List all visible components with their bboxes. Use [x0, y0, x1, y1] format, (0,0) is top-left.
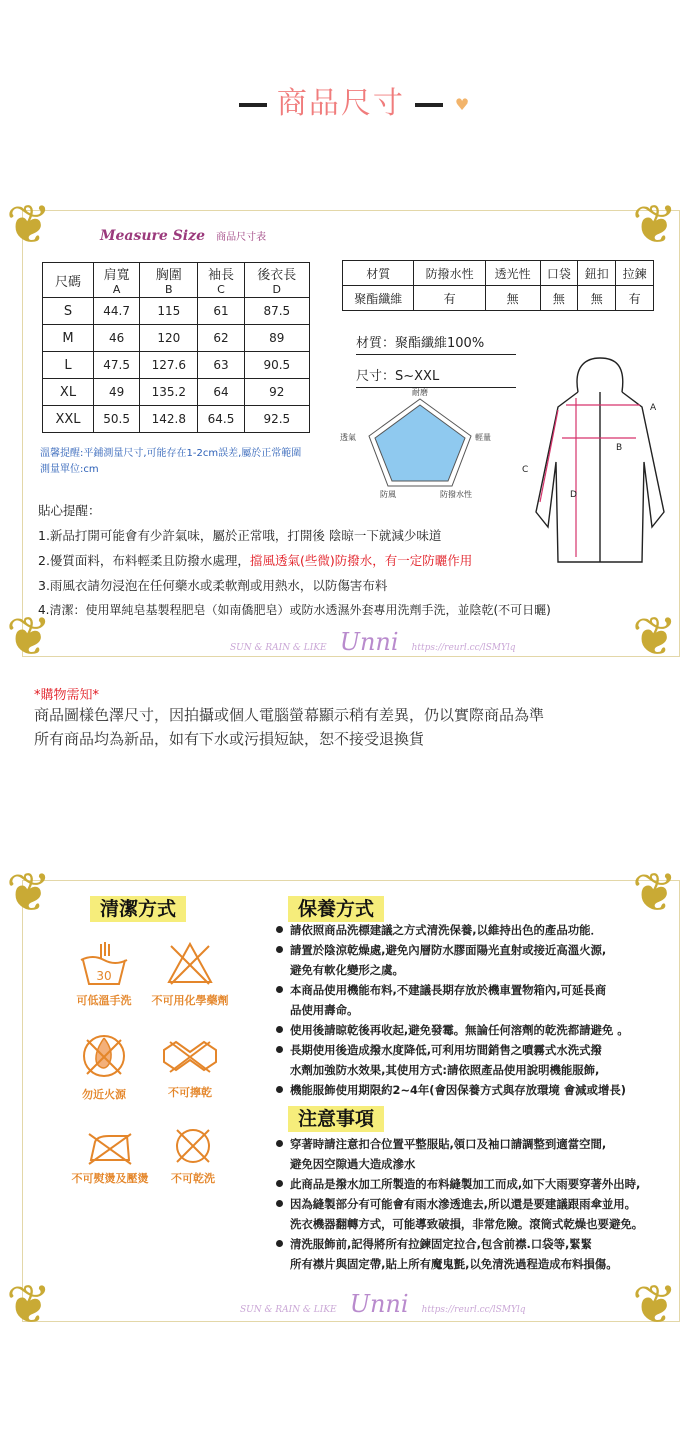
value-cell: 135.2 — [140, 379, 198, 406]
material-header: 口袋 — [540, 261, 578, 286]
tip-item: 3.雨風衣請勿浸泡在任何藥水或柔軟劑或用熱水，以防傷害布料 — [38, 578, 388, 593]
value-cell: 87.5 — [244, 298, 309, 325]
measure-line-c — [540, 410, 558, 502]
material-header: 透光性 — [485, 261, 540, 286]
radar-label-water: 防撥水性 — [440, 490, 472, 499]
shopping-notice — [34, 684, 544, 751]
material-cell: 無 — [485, 286, 540, 311]
material-cell: 無 — [540, 286, 578, 311]
no-iron-icon — [85, 1130, 135, 1166]
size-table-header — [43, 263, 310, 298]
value-cell: 47.5 — [94, 352, 140, 379]
size-range-text: 尺寸：S~XXL — [356, 365, 516, 388]
value-cell: 62 — [198, 325, 244, 352]
caution-section — [288, 1104, 384, 1131]
title-dash-right — [415, 103, 443, 107]
diagram-label-c: C — [522, 465, 529, 475]
material-table — [342, 260, 654, 311]
brand-logo: Unni — [339, 628, 399, 656]
cleaning-title: 清潔方式 — [90, 896, 186, 922]
table-row — [43, 298, 310, 325]
col-header: 胸圍 B — [140, 263, 198, 298]
size-cell: XL — [43, 379, 94, 406]
radar-label-light: 輕量 — [475, 433, 491, 442]
care-icon-label: 勿近火源 — [82, 1088, 126, 1101]
measure-label — [100, 225, 266, 244]
col-header: 後衣長 D — [244, 263, 309, 298]
material-header-row — [343, 261, 654, 286]
col-header: 肩寬 A — [94, 263, 140, 298]
title-dash-left — [239, 103, 267, 107]
shopping-line: 所有商品均為新品，如有下水或污損短缺，恕不接受退換貨 — [34, 730, 425, 748]
measure-note-line2: 測量單位:cm — [40, 464, 99, 475]
value-cell: 92.5 — [244, 406, 309, 433]
value-cell: 142.8 — [140, 406, 198, 433]
svg-text:30: 30 — [96, 969, 112, 983]
care-icon-label: 不可乾洗 — [171, 1172, 215, 1185]
ornament-top-left-icon: ❦ — [6, 193, 52, 256]
radar-label-breath: 透氣 — [340, 433, 356, 442]
tip-item: 1.新品打開可能會有少許氣味，屬於正常哦，打開後 陰晾一下就減少味道 — [38, 528, 442, 543]
care-list — [276, 920, 676, 1100]
no-chemical-icon — [165, 940, 215, 988]
size-cell: S — [43, 298, 94, 325]
ornament-bottom-right-icon: ❦ — [632, 1273, 678, 1336]
footer-left: SUN & RAIN & LIKE — [230, 643, 327, 653]
care-icon-label: 不可熨燙及壓燙 — [71, 1172, 149, 1185]
value-cell: 46 — [94, 325, 140, 352]
page-title: 商品尺寸 — [276, 86, 405, 121]
care-icon-item — [145, 940, 235, 1008]
value-cell: 90.5 — [244, 352, 309, 379]
list-item: 長期使用後造成撥水度降低,可利用坊間銷售之噴霧式水洗式撥 — [276, 1040, 676, 1060]
no-tumble-dry-icon — [171, 1126, 215, 1166]
hand-wash-30-icon — [79, 940, 129, 988]
measure-note-line1: 溫馨提醒:平鋪測量尺寸,可能存在1-2cm誤差,屬於正常範圍 — [40, 448, 302, 459]
diagram-label-d: D — [570, 490, 577, 500]
list-item: 因為縫製部分有可能會有雨水滲透進去,所以還是要建議跟雨傘並用。 — [276, 1194, 676, 1214]
diagram-label-a: A — [650, 403, 657, 413]
table-row — [43, 406, 310, 433]
measure-note — [40, 446, 301, 478]
tips-title: 貼心提醒： — [38, 503, 101, 518]
table-row — [43, 325, 310, 352]
value-cell: 64 — [198, 379, 244, 406]
list-item: 本商品使用機能布料,不建議長期存放於機車置物箱內,可延長商 — [276, 980, 676, 1000]
material-cell: 無 — [578, 286, 616, 311]
value-cell: 64.5 — [198, 406, 244, 433]
footer-url: https://reurl.cc/lSMYlq — [411, 643, 516, 653]
caution-list — [276, 1134, 676, 1274]
material-header: 防撥水性 — [414, 261, 485, 286]
size-cell: L — [43, 352, 94, 379]
ornament-top-left-icon: ❦ — [6, 861, 52, 924]
care-icon-item — [162, 1126, 224, 1186]
list-item: 避免因空隙過大造成滲水 — [290, 1157, 416, 1171]
heart-icon: ♥ — [454, 95, 472, 114]
value-cell: 49 — [94, 379, 140, 406]
size-table — [42, 262, 310, 433]
list-item: 使用後請晾乾後再收起,避免發霉。無論任何溶劑的乾洗都請避免 。 — [276, 1020, 676, 1040]
value-cell: 61 — [198, 298, 244, 325]
cleaning-section — [90, 894, 186, 921]
ornament-bottom-left-icon: ❦ — [6, 1273, 52, 1336]
list-item: 避免有軟化變形之虞。 — [290, 963, 404, 977]
list-item: 水劑加強防水效果,其使用方式:請依照產品使用說明機能服飾, — [290, 1063, 600, 1077]
shopping-title: *購物需知* — [34, 688, 100, 703]
size-cell: XXL — [43, 406, 94, 433]
material-cell: 有 — [616, 286, 654, 311]
col-header: 袖長 C — [198, 263, 244, 298]
radar-filled-area — [375, 405, 465, 481]
footer-left: SUN & RAIN & LIKE — [240, 1305, 337, 1315]
material-header: 鈕扣 — [578, 261, 616, 286]
material-cell: 有 — [414, 286, 485, 311]
care-section — [288, 894, 384, 921]
tip-item-2a: 2.優質面料，布料輕柔且防撥水處理， — [38, 553, 250, 568]
table-row — [43, 379, 310, 406]
diagram-label-b: B — [616, 443, 623, 453]
care-icon-item — [68, 940, 140, 1008]
value-cell: 50.5 — [94, 406, 140, 433]
no-fire-icon — [79, 1030, 129, 1082]
care-icon-item — [68, 1030, 140, 1102]
brand-logo: Unni — [349, 1290, 409, 1318]
value-cell: 120 — [140, 325, 198, 352]
no-wring-icon — [160, 1038, 220, 1074]
material-text: 材質：聚酯纖維100% — [356, 332, 516, 355]
footer-1 — [230, 628, 516, 656]
col-header: 尺碼 — [43, 263, 94, 298]
radar-label-wear: 耐磨 — [412, 388, 428, 397]
material-value-row — [343, 286, 654, 311]
table-row — [43, 352, 310, 379]
list-item: 請依照商品洗標建議之方式清洗保養,以維持出色的產品功能． — [276, 920, 676, 940]
care-icon-item — [150, 1038, 230, 1100]
tip-item-2b: 擋風透氣(些微)防撥水，有一定防曬作用 — [249, 553, 473, 568]
coat-hood — [577, 358, 623, 392]
radar-label-wind: 防風 — [380, 490, 396, 499]
list-item: 請置於陰涼乾燥處,避免內層防水膠面陽光直射或接近高溫火源, — [276, 940, 676, 960]
caution-title: 注意事項 — [288, 1106, 384, 1132]
list-item: 品使用壽命。 — [290, 1003, 359, 1017]
care-icon-label: 可低溫手洗 — [76, 994, 132, 1007]
value-cell: 63 — [198, 352, 244, 379]
list-item: 清洗服飾前,記得將所有拉鍊固定拉合,包含前襟.口袋等,緊緊 — [276, 1234, 676, 1254]
list-item: 機能服飾使用期限約2~4年(會因保養方式與存放環境 會減或增長) — [276, 1080, 676, 1100]
care-icon-label: 不可用化學藥劑 — [151, 994, 229, 1007]
footer-2 — [240, 1290, 526, 1318]
care-icon-item — [60, 1130, 160, 1186]
tip-item: 4.清潔：使用單純皂基製程肥皂（如南僑肥皂）或防水透濕外套專用洗劑手洗，並陰乾(不可日曬) — [38, 603, 551, 617]
list-item: 所有襟片與固定帶,貼上所有魔鬼氈,以免清洗過程造成布料損傷。 — [290, 1257, 618, 1271]
page-title-row — [0, 78, 700, 122]
value-cell: 89 — [244, 325, 309, 352]
measure-label-zh: 商品尺寸表 — [216, 232, 267, 243]
care-title: 保養方式 — [288, 896, 384, 922]
value-cell: 92 — [244, 379, 309, 406]
tips-block — [38, 498, 658, 623]
size-cell: M — [43, 325, 94, 352]
list-item: 洗衣機器翻轉方式，可能導致破損，非常危險。滾筒式乾燥也要避免。 — [290, 1217, 644, 1231]
ornament-bottom-right-icon: ❦ — [632, 605, 678, 668]
ornament-bottom-left-icon: ❦ — [6, 605, 52, 668]
shopping-line: 商品圖樣色澤尺寸，因拍攝或個人電腦螢幕顯示稍有差異，仍以實際商品為準 — [34, 706, 545, 724]
value-cell: 115 — [140, 298, 198, 325]
material-header: 拉鍊 — [616, 261, 654, 286]
material-cell: 聚酯纖維 — [343, 286, 414, 311]
list-item: 此商品是撥水加工所製造的布料縫製加工而成,如下大雨要穿著外出時, — [276, 1174, 676, 1194]
tip-item — [38, 548, 658, 573]
value-cell: 44.7 — [94, 298, 140, 325]
ornament-top-right-icon: ❦ — [632, 861, 678, 924]
footer-url: https://reurl.cc/lSMYlq — [421, 1305, 526, 1315]
measure-label-en: Measure Size — [100, 228, 205, 244]
material-header: 材質 — [343, 261, 414, 286]
care-icon-label: 不可擰乾 — [168, 1086, 212, 1099]
feature-radar — [335, 385, 505, 500]
list-item: 穿著時請注意扣合位置平整服貼,領口及袖口請調整到適當空間, — [276, 1134, 676, 1154]
ornament-top-right-icon: ❦ — [632, 193, 678, 256]
value-cell: 127.6 — [140, 352, 198, 379]
